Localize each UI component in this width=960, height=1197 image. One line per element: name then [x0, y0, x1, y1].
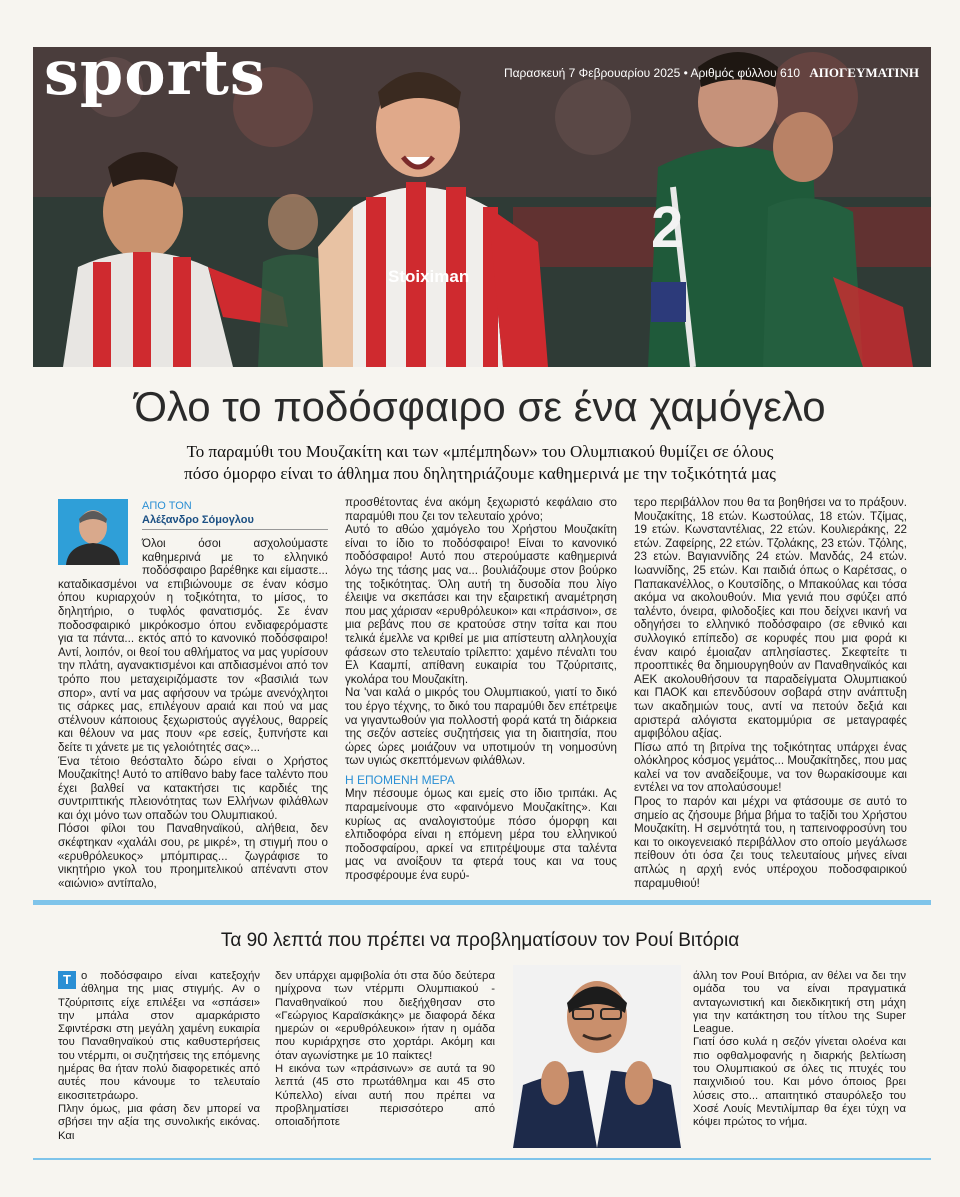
jersey-sponsor-text: Stoiximan: [388, 267, 470, 286]
newspaper-brand: ΑΠΟΓΕΥΜΑΤΙΝΗ: [809, 65, 919, 80]
article-column-3: [634, 496, 907, 890]
drop-cap: Τ: [58, 971, 76, 989]
article-column-2: [345, 496, 617, 883]
article-column-1-flow: [58, 537, 328, 890]
issue-date: Παρασκευή 7 Φεβρουαρίου 2025 • Αριθμός φύλλου 610: [503, 66, 801, 80]
paragraph: Πίσω από τη βιτρίνα της τοξικότητας υπάρχει ένας ολόκληρος κόσμος γεμάτος... Μουζακίτηδες, που μας καλεί να τον αναδείξουμε, να τον θωρακίσουμε και εντέλει να τον απολαύσουμε!: [634, 740, 907, 795]
subhead-line-2: πόσο όμορφο είναι το άθλημα που δηλητηριάζουμε καθημερινά με την τοξικότητά μας: [184, 464, 776, 483]
box-column-1: [58, 970, 260, 1143]
paragraph: Μην πέσουμε όμως και εμείς στο ίδιο τριπάκι. Ας παραμείνουμε στο «φαινόμενο Μουζακίτης». Και κυρίως ας αναλογιστούμε πόσο όμορφη και ελπιδοφόρα είναι η επόμενη μέρα του ελληνικού ποδοσφαίρου, αρκεί να επιτρέψουμε στα ταλέντα μας να ανοίξουν τα φτερά τους και να τους προσφέρουμε ένα ευρύ-: [345, 787, 617, 883]
paragraph: προσθέτοντας ένα ακόμη ξεχωριστό κεφάλαιο στο παραμύθι που ζει τον τελευταίο χρόνο;: [345, 496, 617, 523]
author-name: Αλέξανδρο Σόμογλου: [142, 514, 254, 526]
paragraph: άλλη τον Ρουί Βιτόρια, αν θέλει να δει την ομάδα του να είναι πραγματικά ανταγωνιστική και διεκδικητική στη μάχη για την κατάκτηση του τίτλου της Super League.: [693, 970, 906, 1036]
box-column-2: [275, 970, 495, 1130]
author-float-spacer: [58, 537, 142, 567]
paragraph: Η εικόνα των «πράσινων» σε αυτά τα 90 λεπτά (45 στο πρωτάθλημα και 45 στο Κύπελλο) είναι αυτή που πρέπει να προβληματίσει περισσότερο από οποιαδήποτε: [275, 1063, 495, 1129]
svg-text:2: 2: [651, 195, 684, 260]
paragraph: Πόσοι φίλοι του Παναθηναϊκού, αλήθεια, δεν σκέφτηκαν «χαλάλι σου, ρε μικρέ», τη στιγμή που ο «ερυθρόλευκος» μπόμπιρας... ζωγράφισε το νικητήριο γκολ του προημιτελικού απέναντι στον «αιώνιο» αντίπαλο,: [58, 822, 328, 890]
paragraph: Όλοι όσοι ασχολούμαστε καθημερινά με το ελληνικό ποδόσφαιρο βαρέθηκε και είμαστε... καταδικασμένοι να επιβιώνουμε σε έναν κόσμο όπου κυριαρχούν η τοξικότητα, το μίσος, το δηλητήριο, ο τυφλός φανατισμός. Σε έναν ποδοσφαιρικό μικρόκοσμο όπου ενδιαφερόμαστε για τα πάντα... εκτός από το κανονικό ποδόσφαιρο! Αντί, λοιπόν, οι θεοί του αθλήματος να μας γυρίσουν την πλάτη, αγανακτισμένοι και απδιασμένοι από τον τρόπο που μεταχειριζόμαστε τον «βασιλιά των σπορ», αντί να μας αφήσουν να τρώμε ανενόχλητοι τις σάρκες μας, επιλέγουν αραιά και πού να μας στέλνουν κάποιους ξεχωριστούς αγγέλους, θαρρείς και θέλουν να μας πουν «ρε εσείς, ξυπνήστε και δείτε τι χάνετε με τις γελοιότητές σας»...: [58, 537, 328, 754]
hero-photo: [33, 47, 931, 367]
paragraph: Προς το παρόν και μέχρι να φτάσουμε σε αυτό το σημείο ας ζήσουμε βήμα βήμα το ταξίδι του Χρήστου Μουζακίτη. Η σεμνότητά του, η ταπεινοφροσύνη του και το οικογενειακό περιβάλλον στο οποίο μεγάλωσε πείθουν ότι όσα ζει τους τελευταίους μήνες είναι απλώς η αρχή ενός υπέροχου ποδοσφαιρικού παραμυθιού!: [634, 795, 907, 890]
box-column-3: [693, 970, 906, 1130]
paragraph: τερο περιβάλλον που θα τα βοηθήσει να το πράξουν. Μουζακίτης, 18 ετών. Κωστούλας, 18 ετών. Τζίμας, 19 ετών. Κωνσταντέλιας, 22 ετών. Κουλιεράκης, 22 ετών. Ζαφείρης, 22 ετών. Τζολάκης, 23 ετών. Τζόλης, 23 ετών. Βαγιαννίδης 24 ετών. Μανδάς, 24 ετών. Ιωαννίδης, 25 ετών. Και παιδιά όπως ο Καρέτσας, ο Παπακανέλλος, ο Κουτσίδης, ο Μπακούλας και τόσα ακόμα να ακολουθούν. Μια γενιά που σφύζει από ταλέντο, όνειρα, φιλοδοξίες και που δείχνει ικανή να οδηγήσει το ελληνικό ποδόσφαιρο (σε εθνικό και συλλογικό επίπεδο) σε κορυφές που μια φορά κι έναν καιρό έμοιαζαν απλησίαστες. Σκεφτείτε τι προοπτικές θα δημιουργηθούν αν Παναθηναϊκός και ΑΕΚ ακολουθήσουν τα παραδείγματα Ολυμπιακού και ΠΑΟΚ και επενδύσουν σοβαρά στην ανάπτυξη των ακαδημιών τους, αντί να πετούν δεξιά και αριστερά αλόγιστα εκατομμύρια σε μεταγραφές αμφιβόλου αξίας.: [634, 496, 907, 741]
section-logo: sports: [44, 47, 266, 109]
paragraph: Να 'ναι καλά ο μικρός του Ολυμπιακού, γιατί το δικό του έργο τέχνης, το δικό του παραμύθι δεν επέτρεψε να γιγαντωθούν για πολλοστή φορά κατά τη διάρκεια της σεζόν αστείες συζητήσεις για τη διαιτησία, που ώρες ώρες μοιάζουν να υποτιμούν τη νοημοσύνη των υγιώς σκεπτόμενων φιλάθλων.: [345, 686, 617, 768]
section-heading: Η ΕΠΟΜΕΝΗ ΜΕΡΑ: [345, 772, 455, 787]
subhead-line-1: Το παραμύθι του Μουζακίτη και των «μπέμπηδων» του Ολυμπιακού θυμίζει σε όλους: [186, 442, 774, 461]
box-title: Τα 90 λεπτά που πρέπει να προβληματίσουν τον Ρουί Βιτόρια: [220, 930, 740, 951]
subheadline: [90, 441, 870, 485]
dateline: [504, 65, 919, 81]
bottom-rule: [33, 1158, 931, 1160]
paragraph: δεν υπάρχει αμφιβολία ότι στα δύο δεύτερα ημίχρονα των ντέρμπι Ολυμπιακού - Παναθηναϊκού που διεξήχθησαν στο «Γεώργιος Καραϊσκάκης» με διαφορά δέκα ημερών οι «ερυθρόλευκοι» ήταν η ομάδα που κυριάρχησε στο χορτάρι. Ακόμη και όταν αγωνίστηκε με 10 παίκτες!: [275, 970, 495, 1062]
paragraph: Γιατί όσο κυλά η σεζόν γίνεται ολοένα και πιο οφθαλμοφανής η διαρκής βελτίωση του Ολυμπιακού σε όλες τις πτυχές του παιχνιδιού του. Και μόνο όποιος βρει λύσεις στο... απαιτητικό σταυρόλεξο του Χοσέ Λουίς Μεντιλίμπαρ θα έχει τύχη να κόψει πρώτος το νήμα.: [693, 1036, 906, 1129]
author-divider: [142, 529, 328, 530]
coach-photo: [513, 965, 681, 1148]
paragraph: ο ποδόσφαιρο είναι κατεξοχήν άθλημα της μιας στιγμής. Αν ο Τζούριτσιτς είχε επιλέξει να «σπάσει» την μπάλα στον αμαρκάριστο Σφιντέρσκι στη μεγάλη χαμένη ευκαιρία του Παναθηναϊκού στις καθυστερήσεις του ντέρμπι, οι συζητήσεις της επόμενης ημέρας θα ήταν πολύ διαφορετικές από αυτές που κάνουμε το τελευταίο εικοσιτετράωρο.: [58, 970, 260, 1102]
author-label: ΑΠΟ ΤΟΝ: [142, 500, 192, 512]
section-divider: [33, 900, 931, 905]
paragraph: Αυτό το αθώο χαμόγελο του Χρήστου Μουζακίτη είναι το ίδιο το ποδόσφαιρο! Είναι το κανονικό ποδόσφαιρο! Αυτό που στερούμαστε καθημερινά λόγω της τάσης μας να... βουλιάζουμε στον βούρκο της τοξικότητας. Όλη αυτή τη δυσοδία που λίγο έλειψε να σκεπάσει και την εξαιρετική αναμέτρηση που μας χάρισαν «ερυθρόλευκοι» και «πράσινοι», σε μια ρεβάνς που σε κρατούσε στην τσίτα και που τελικά έμελλε να κριθεί με μια απίστευτη αλληλουχία φάσεων στο τελευταίο τρίλεπτο: χαμένο πέναλτι του Ελ Κααμπί, απίθανη ευκαιρία του Τζούριτσιτς, γκολάρα του Μουζακίτη.: [345, 523, 617, 686]
paragraph: Ένα τέτοιο θεόσταλτο δώρο είναι ο Χρήστος Μουζακίτης! Αυτό το απίθανο baby face ταλέντο που έχει βαλθεί να κατακτήσει τις καρδιές της συντριπτικής πλειονότητας των Ελλήνων φιλάθλων και όχι μόνο των οπαδών του Ολυμπιακού.: [58, 754, 328, 822]
headline: Όλο το ποδόσφαιρο σε ένα χαμόγελο: [134, 383, 826, 430]
paragraph: Πλην όμως, μια φάση δεν μπορεί να σβήσει την αξία της συνολικής εικόνας. Και: [58, 1102, 260, 1142]
